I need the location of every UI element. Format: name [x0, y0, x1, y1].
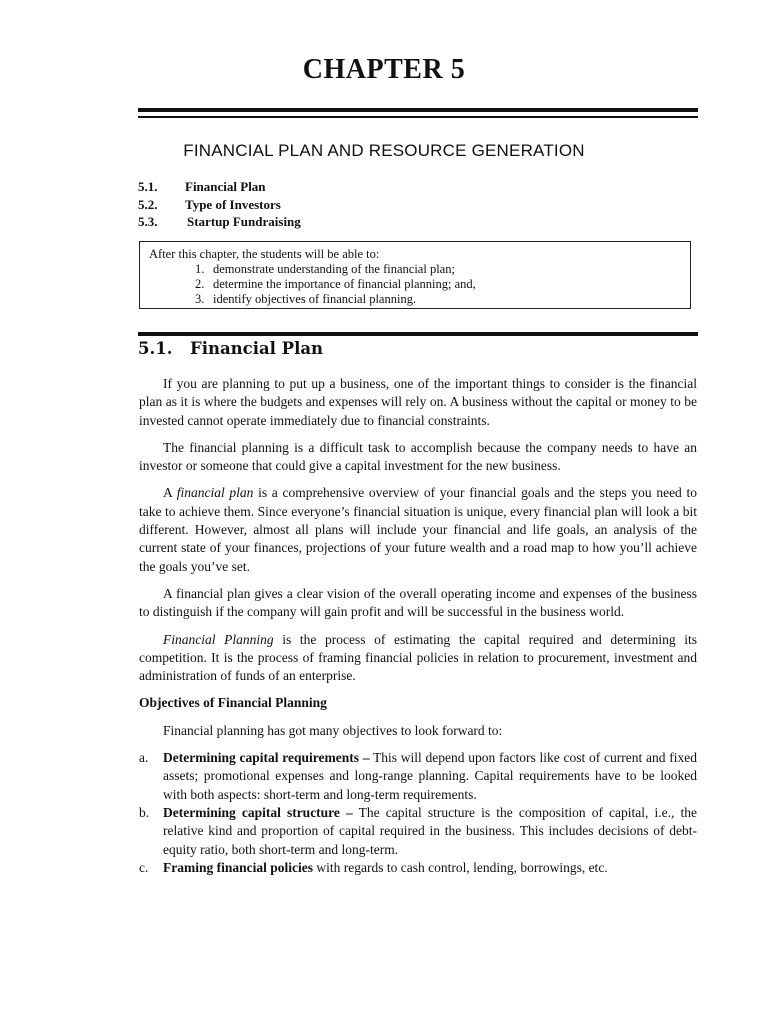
section-heading [138, 339, 323, 358]
toc-item [138, 196, 301, 214]
chapter-rule-thin [138, 116, 698, 118]
list-item-desc: with regards to cash control, lending, borrowings, etc. [313, 859, 608, 875]
paragraph: The financial planning is a difficult task to accomplish because the company needs to have an investor or someone that could give a capital investment for the new business. [139, 439, 697, 474]
list-item-number: 1. [195, 262, 205, 276]
toc-item-label: Startup Fundraising [187, 214, 301, 229]
chapter-rule-thick [138, 108, 698, 112]
paragraph-prefix: A [163, 485, 177, 501]
objectives-heading: Objectives of Financial Planning [139, 695, 327, 711]
paragraph: If you are planning to put up a business, one of the important things to consider is the financial plan as it is where the budgets and expenses will rely on. A business without the capital or money to be invested cannot operate immediately due to financial constraints. [139, 376, 697, 428]
toc-item-number: 5.3. [138, 214, 158, 229]
list-item-text: identify objectives of financial planning. [213, 292, 417, 306]
toc-item-label: Financial Plan [185, 179, 266, 194]
list-item-term: Determining capital requirements – [163, 750, 370, 766]
learning-objectives-intro: After this chapter, the students will be able to: [149, 247, 380, 261]
toc-item [138, 213, 301, 231]
term-financial-plan: financial plan [176, 485, 254, 501]
list-item [139, 804, 697, 859]
list-item [149, 262, 681, 277]
list-item [149, 292, 681, 307]
section-title: Financial Plan [190, 339, 324, 358]
list-item-number: 2. [195, 277, 205, 291]
section-number: 5.1. [138, 339, 173, 358]
list-item-term: Framing financial policies [163, 859, 313, 875]
list-item-text [163, 804, 697, 859]
list-item-text: demonstrate understanding of the financial plan; [213, 262, 455, 276]
table-of-contents [138, 178, 301, 231]
term-financial-planning: Financial Planning [163, 631, 274, 647]
learning-objectives-box [139, 241, 691, 309]
paragraph-rest: is the process of estimating the capital required and determining its competition. It is the process of framing financial policies in relation to procurement, investment and administration of funds of an enterprise. [139, 631, 697, 684]
objectives-intro: Financial planning has got many objectives to look forward to: [163, 722, 503, 738]
toc-item [138, 178, 301, 196]
list-item-desc: This will depend upon factors like cost of current and fixed assets; promotional expenses and long-range planning. Capital requirements have to be looked with both aspects: short-term and long-term requirements. [163, 750, 697, 802]
body-text [139, 375, 697, 877]
list-item-text: determine the importance of financial planning; and, [213, 277, 476, 291]
paragraph: A financial plan gives a clear vision of the overall operating income and expenses of the business to distinguish if the company will gain profit and will be successful in the business world. [139, 585, 697, 620]
toc-item-number: 5.1. [138, 179, 158, 194]
chapter-title: CHAPTER 5 [302, 54, 466, 85]
list-item-letter: b. [139, 804, 150, 820]
list-item [139, 749, 697, 804]
list-item-number: 3. [195, 292, 205, 306]
paragraph [139, 484, 697, 575]
list-item-desc: The capital structure is the composition of capital, i.e., the relative kind and proportion of capital required in the business. This includes decisions of debt-equity ratio, both short-term and long-term. [163, 804, 697, 857]
paragraph [139, 631, 697, 686]
learning-objectives-list [149, 262, 681, 307]
objectives-list [139, 749, 697, 877]
list-item-term: Determining capital structure – [163, 804, 353, 820]
chapter-subtitle: FINANCIAL PLAN AND RESOURCE GENERATION [183, 141, 585, 160]
section-rule [138, 332, 698, 336]
list-item-letter: a. [139, 750, 149, 766]
list-item-text [163, 859, 697, 877]
list-item-letter: c. [139, 859, 149, 875]
toc-item-label: Type of Investors [185, 196, 281, 212]
paragraph-rest: is a comprehensive overview of your financial goals and the steps you need to take to achieve them. Since everyone’s financial situation is unique, every financial plan will look a bit different. However, almost all plans will include your financial and life goals, an analysis of the current state of your finances, projections of your future wealth and a road map to how you’ll achieve the goals you’ve set. [139, 485, 698, 574]
list-item [149, 277, 681, 292]
toc-item-number: 5.2. [138, 196, 158, 212]
list-item-text [163, 749, 697, 804]
list-item [139, 859, 697, 877]
